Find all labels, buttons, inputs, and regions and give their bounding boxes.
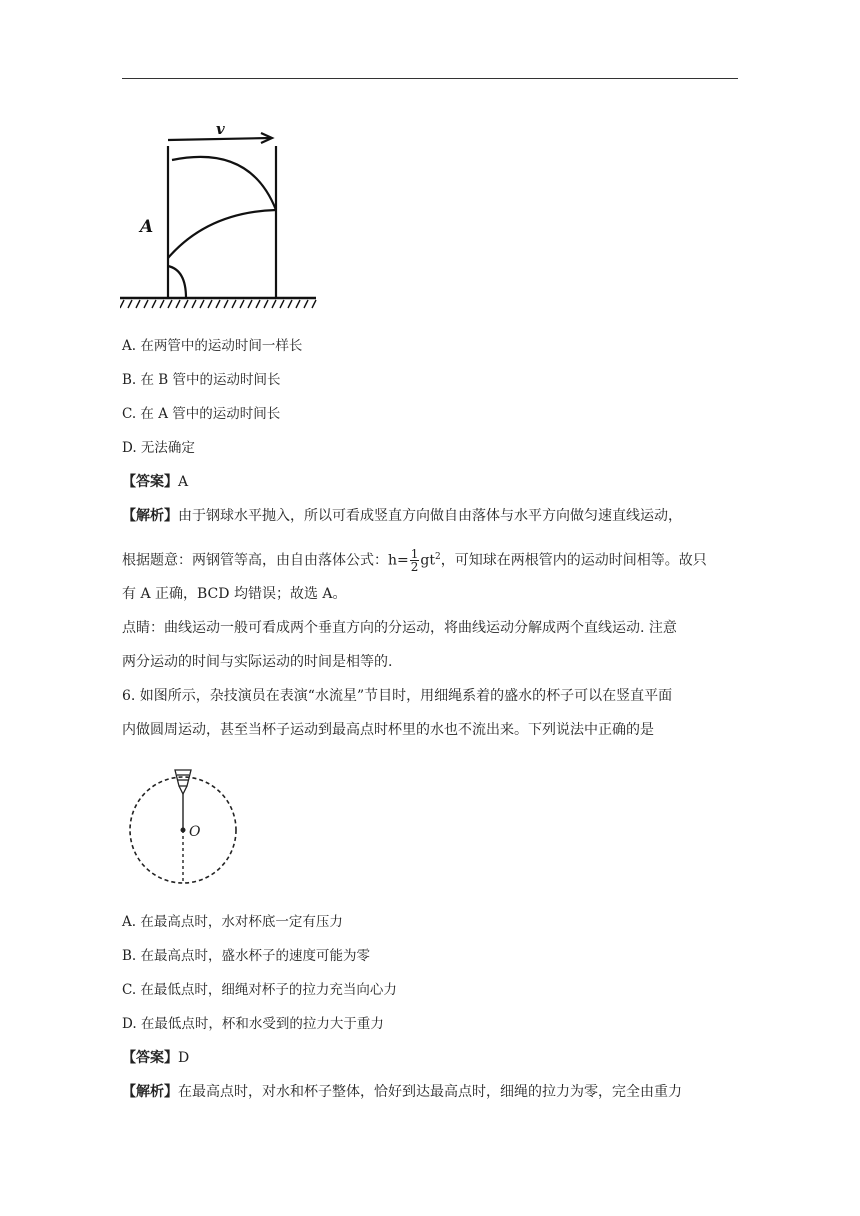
q5-option-d: D. 无法确定 <box>122 440 195 456</box>
velocity-label: v <box>216 120 225 138</box>
q6-stem-line2: 内做圆周运动，甚至当杯子运动到最高点时杯里的水也不流出来。下列说法中正确的是 <box>122 722 654 738</box>
trajectory-top <box>172 157 276 210</box>
q5-analysis-line3: 有 A 正确，BCD 均错误；故选 A。 <box>122 586 347 602</box>
answer-tag: 【答案】 <box>122 1050 178 1066</box>
q5-comment-line1: 点睛：曲线运动一般可看成两个垂直方向的分运动，将曲线运动分解成两个直线运动. 注意 <box>122 620 677 636</box>
analysis-text: 由于钢球水平抛入，所以可看成竖直方向做自由落体与水平方向做匀速直线运动， <box>178 508 682 524</box>
q5-analysis-line1 <box>122 506 682 526</box>
trajectory-bottom <box>168 266 186 298</box>
formula-gt: gt <box>420 552 435 569</box>
q5-answer <box>122 472 188 492</box>
q6-option-a: A. 在最高点时，水对杯底一定有压力 <box>122 914 343 930</box>
q5-option-c: C. 在 A 管中的运动时间长 <box>122 406 281 422</box>
header-rule <box>122 78 738 79</box>
center-point <box>181 828 186 833</box>
fraction-numerator: 1 <box>410 547 419 562</box>
velocity-arrow-line <box>168 138 270 140</box>
answer-tag: 【答案】 <box>122 474 178 490</box>
pipe-a-label: A <box>140 217 154 237</box>
ground-hatching <box>120 300 316 308</box>
water-meteor-figure <box>124 764 242 888</box>
answer-value: D <box>178 1050 190 1066</box>
analysis-text: 根据题意：两钢管等高，由自由落体公式：h= <box>122 552 409 569</box>
answer-value: A <box>178 474 189 490</box>
q6-option-b: B. 在最高点时，盛水杯子的速度可能为零 <box>122 948 371 964</box>
q6-option-c: C. 在最低点时，细绳对杯子的拉力充当向心力 <box>122 982 397 998</box>
formula-exponent: 2 <box>434 552 441 562</box>
center-label: O <box>189 824 201 840</box>
analysis-text: 在最高点时，对水和杯子整体，恰好到达最高点时，细绳的拉力为零，完全由重力 <box>178 1084 682 1100</box>
q5-option-a: A. 在两管中的运动时间一样长 <box>122 338 303 354</box>
cup-icon <box>175 770 191 794</box>
fraction-denominator: 2 <box>410 560 419 575</box>
q5-comment-line2: 两分运动的时间与实际运动的时间是相等的. <box>122 654 393 670</box>
analysis-tag: 【解析】 <box>122 1084 178 1100</box>
analysis-tag: 【解析】 <box>122 508 178 524</box>
trajectory-middle <box>168 210 276 258</box>
q5-option-b: B. 在 B 管中的运动时间长 <box>122 372 281 388</box>
q6-stem-line1: 6. 如图所示，杂技演员在表演“水流星”节目时，用细绳系着的盛水的杯子可以在竖直平面 <box>122 688 673 704</box>
pipes-figure <box>120 118 320 314</box>
q6-analysis-line1 <box>122 1082 682 1102</box>
q6-answer <box>122 1048 189 1068</box>
q6-option-d: D. 在最低点时，杯和水受到的拉力大于重力 <box>122 1016 384 1032</box>
q5-analysis-line2 <box>122 544 707 574</box>
formula-fraction <box>410 548 420 573</box>
analysis-text: ，可知球在两根管内的运动时间相等。故只 <box>440 552 707 569</box>
